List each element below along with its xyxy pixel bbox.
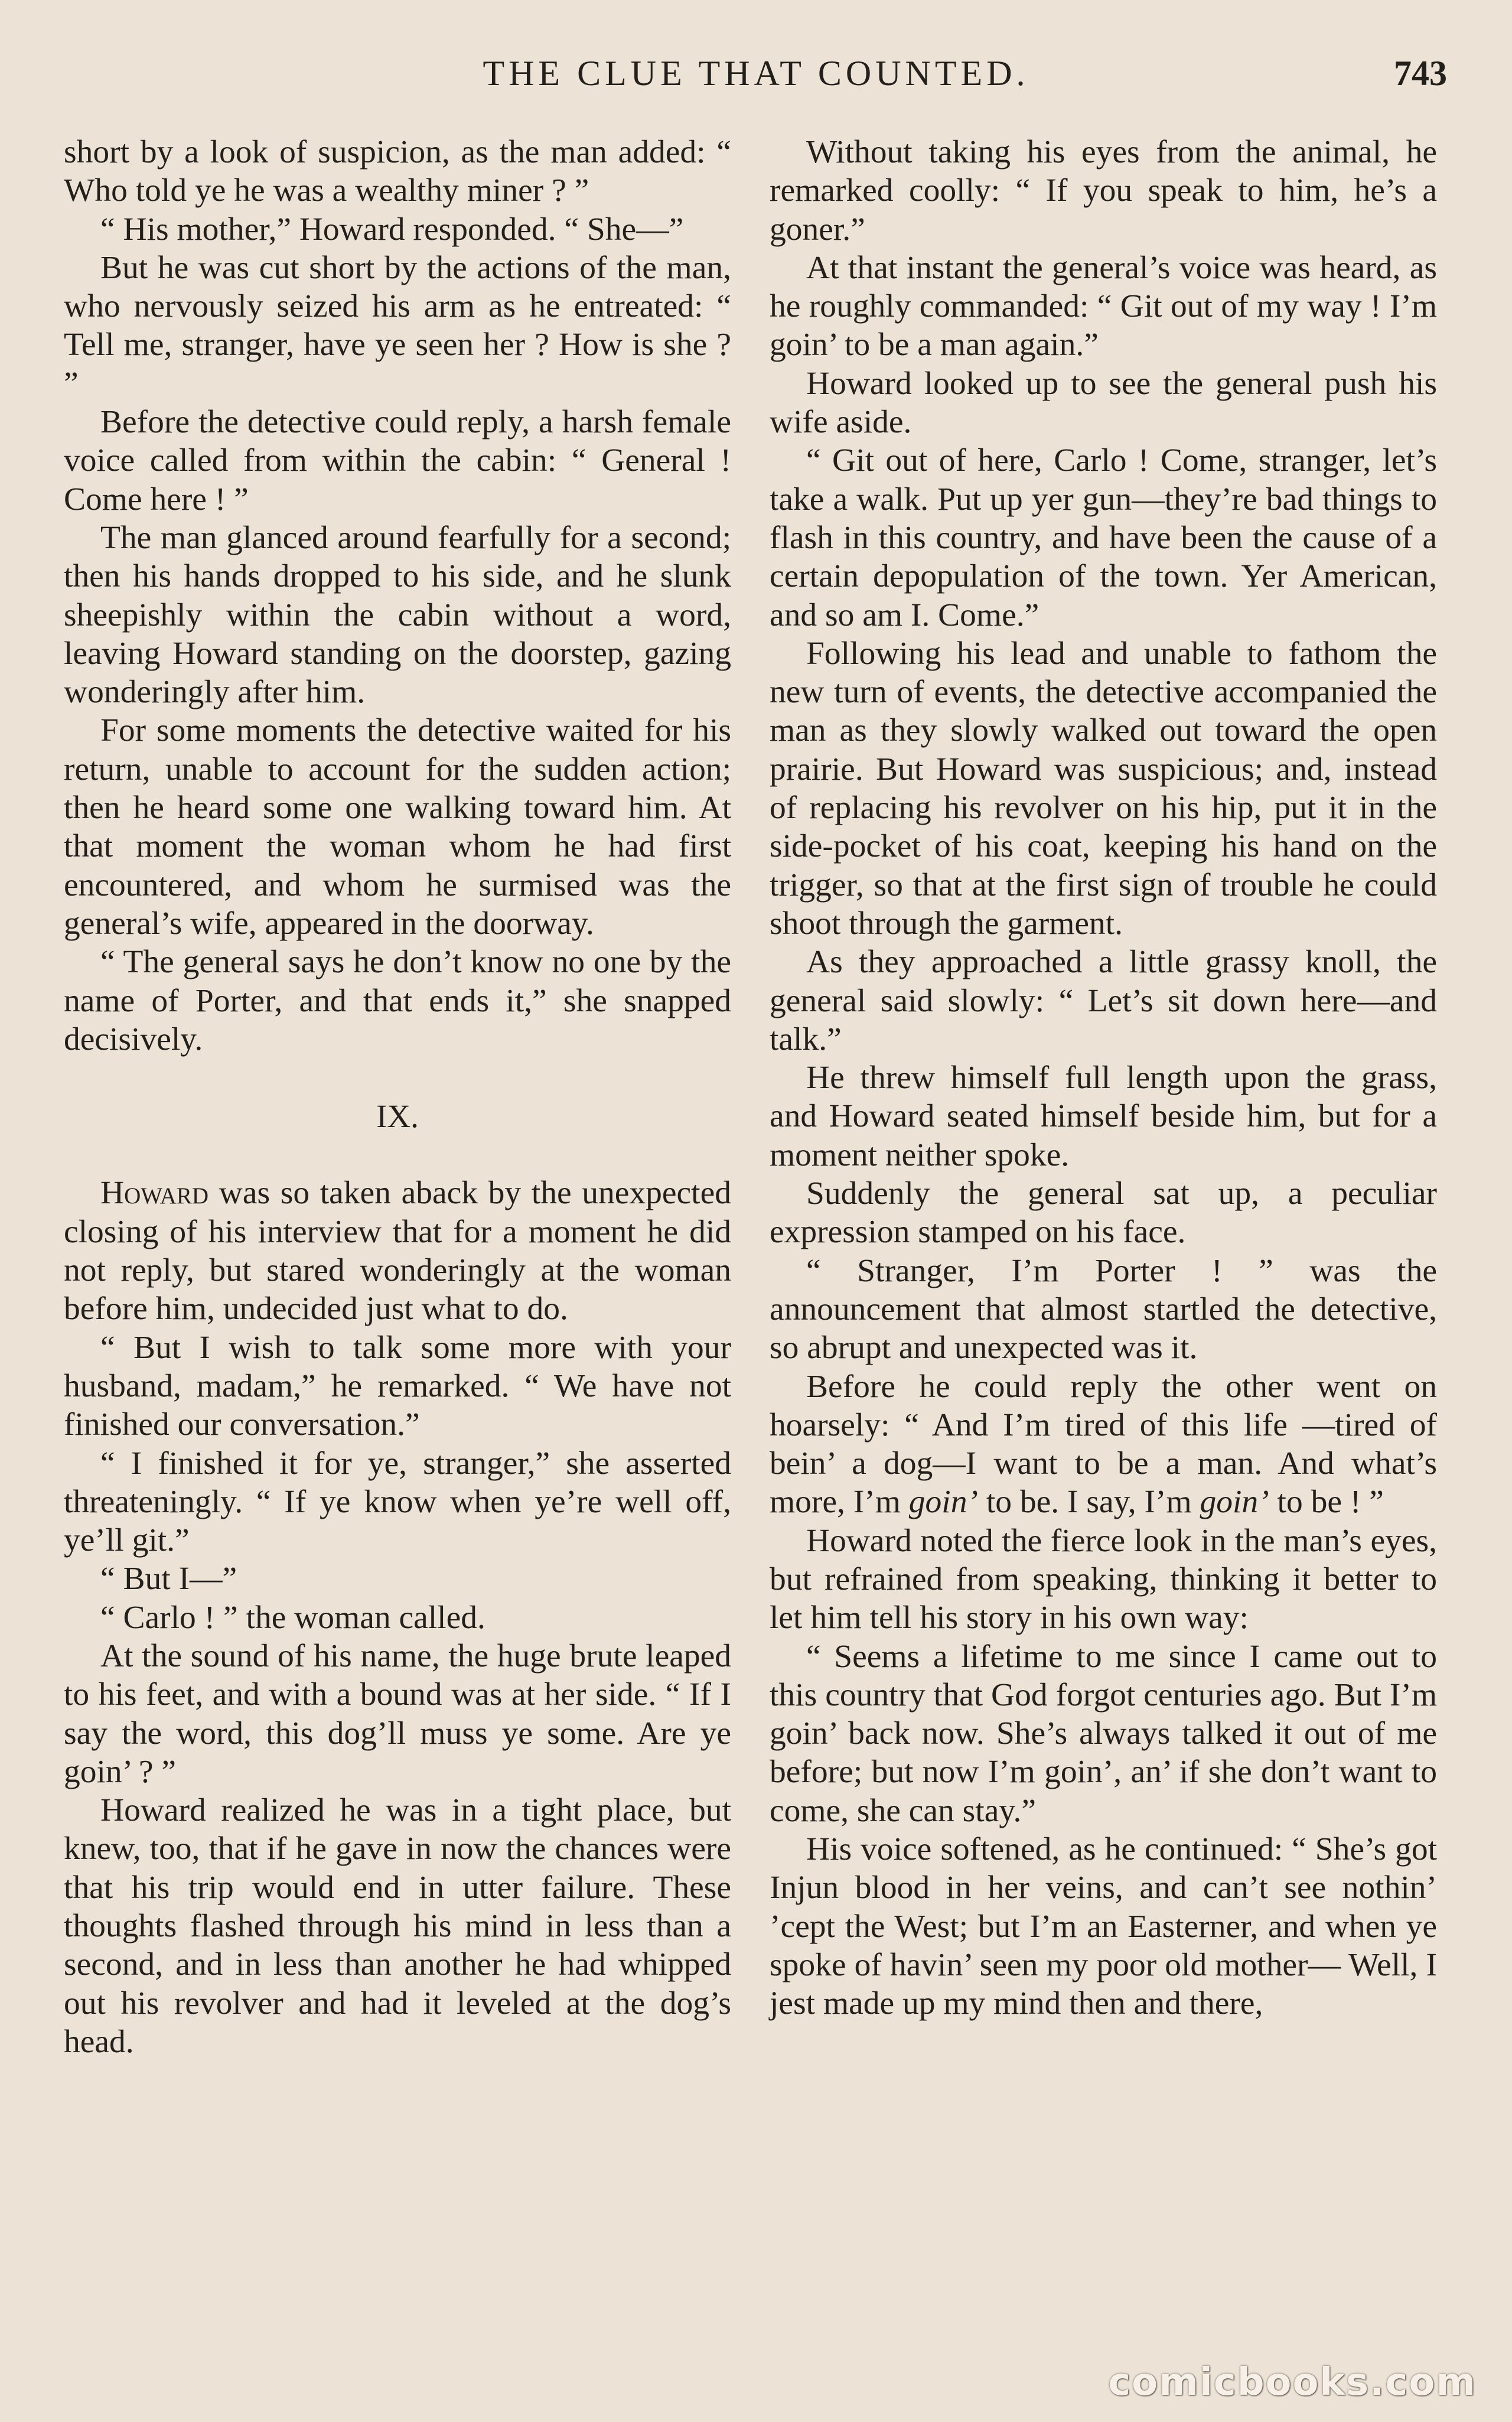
paragraph: Howard noted the fierce look in the man’s eyes, but refrained from speaking, thinking it better to let him tell his story in his own way: bbox=[770, 1522, 1437, 1636]
paragraph: Howard looked up to see the general push his wife aside. bbox=[770, 365, 1437, 441]
opening-paragraph-text: was so taken aback by the unexpected closing of his interview that for a moment he did not reply, but stared wonderingly at the woman before him, undecided just what to do. bbox=[64, 1175, 731, 1327]
paragraph: Howard realized he was in a tight place, but knew, too, that if he gave in now the chances were that his trip would end in utter failure. These thoughts flashed through his mind in less than a second, and in less than another he had whipped out his revolver and had it leveled at the dog’s head. bbox=[64, 1792, 731, 2060]
paragraph: “ His mother,” Howard responded. “ She—” bbox=[100, 211, 684, 248]
left-column bbox=[64, 133, 731, 2061]
paragraph: At that instant the general’s voice was heard, as he roughly commanded: “ Git out of my way ! I’m goin’ to be a man again.” bbox=[770, 249, 1437, 363]
section-opening-paragraph bbox=[64, 1174, 731, 1328]
paragraph: Suddenly the general sat up, a peculiar expression stamped on his face. bbox=[770, 1176, 1437, 1251]
paragraph: “ Git out of here, Carlo ! Come, stranger, let’s take a walk. Put up yer gun—they’re bad things to flash in this country, and have been the cause of a certain depopulation of the town. Yer American, and so am I. Come.” bbox=[770, 442, 1437, 633]
paragraph: “ I finished it for ye, stranger,” she asserted threateningly. “ If ye know when ye’re well off, ye’ll git.” bbox=[64, 1445, 731, 1559]
paragraph: The man glanced around fearfully for a second; then his hands dropped to his side, and he slunk sheepishly within the cabin without a word, leaving Howard standing on the doorstep, gazing wonderingly after him. bbox=[64, 519, 731, 711]
paragraph: Before the detective could reply, a harsh female voice called from within the cabin: “ General ! Come here ! ” bbox=[64, 404, 731, 517]
paragraph: His voice softened, as he continued: “ She’s got Injun blood in her veins, and can’t see nothin’ ’cept the West; but I’m an Easterner, and when ye spoke of havin’ seen my poor old mother— Well, I jest made up my mind then and there, bbox=[770, 1831, 1437, 2022]
italic-word: goin’ bbox=[1200, 1484, 1269, 1521]
section-heading: IX. bbox=[376, 1098, 419, 1135]
paragraph bbox=[770, 1368, 1437, 1522]
paragraph: “ The general says he don’t know no one by the name of Porter, and that ends it,” she snapped decisively. bbox=[64, 944, 731, 1057]
watermark: comicbooks.com bbox=[1108, 2361, 1477, 2404]
paragraph: At the sound of his name, the huge brute leaped to his feet, and with a bound was at her side. “ If I say the word, this dog’ll muss ye some. Are ye goin’ ? ” bbox=[64, 1638, 731, 1790]
paragraph: short by a look of suspicion, as the man added: “ Who told ye he was a wealthy miner ? ” bbox=[64, 134, 731, 209]
italic-word: goin’ bbox=[908, 1484, 978, 1521]
paragraph: Following his lead and unable to fathom the new turn of events, the detective accompanied the man as they slowly walked out toward the open prairie. But Howard was suspicious; and, instead of replacing his revolver on his hip, put it in the side-pocket of his coat, keeping his hand on the trigger, so that at the first sign of trouble he could shoot through the garment. bbox=[770, 635, 1437, 942]
paragraph: “ Stranger, I’m Porter ! ” was the announcement that almost startled the detective, so abrupt and unexpected was it. bbox=[770, 1252, 1437, 1366]
page-number: 743 bbox=[1394, 54, 1447, 93]
text-run: to be. I say, I’m bbox=[977, 1484, 1200, 1521]
paragraph: Without taking his eyes from the animal, he remarked coolly: “ If you speak to him, he’s a goner.” bbox=[770, 134, 1437, 248]
running-head: THE CLUE THAT COUNTED. bbox=[483, 54, 1029, 93]
paragraph: But he was cut short by the actions of the man, who nervously seized his arm as he entreated: “ Tell me, stranger, have ye seen her ? How is she ? ” bbox=[64, 249, 731, 402]
right-column bbox=[770, 133, 1437, 2023]
text-run: to be ! ” bbox=[1269, 1484, 1384, 1521]
paragraph: “ But I—” bbox=[100, 1561, 237, 1597]
text-run: Before he could reply the other went on hoarsely: “ And I’m tired of this life —tired of bein’ a dog—I want to be a man. And what’s more, I’m bbox=[770, 1368, 1437, 1521]
paragraph: “ Seems a lifetime to me since I came out to this country that God forgot centuries ago. But I’m goin’ back now. She’s always talked it out of me before; but now I’m goin’, an’ if she don’t want to come, she can stay.” bbox=[770, 1638, 1437, 1829]
opening-small-caps-word: Howard bbox=[100, 1175, 209, 1212]
paragraph: For some moments the detective waited for his return, unable to account for the sudden action; then he heard some one walking toward him. At that moment the woman whom he had first encountered, and whom he surmised was the general’s wife, appeared in the doorway. bbox=[64, 712, 731, 942]
page-header bbox=[65, 53, 1447, 106]
paragraph: “ But I wish to talk some more with your husband, madam,” he remarked. “ We have not finished our conversation.” bbox=[64, 1329, 731, 1443]
paragraph: As they approached a little grassy knoll, the general said slowly: “ Let’s sit down here—and talk.” bbox=[770, 944, 1437, 1057]
paragraph: He threw himself full length upon the grass, and Howard seated himself beside him, but for a moment neither spoke. bbox=[770, 1060, 1437, 1173]
paragraph: “ Carlo ! ” the woman called. bbox=[100, 1599, 485, 1636]
